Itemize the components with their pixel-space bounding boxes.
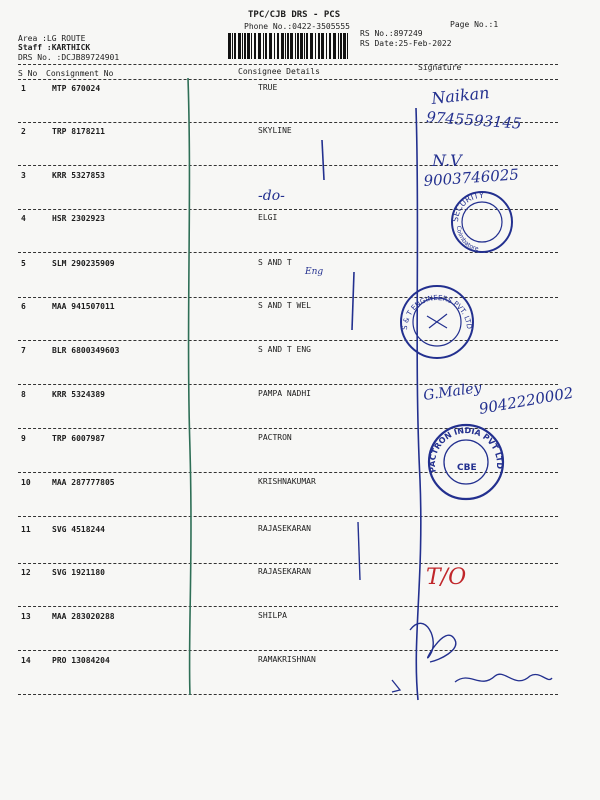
- row-consignee: RAJASEKARAN: [258, 567, 311, 576]
- col-consignment: Consignment No: [46, 69, 114, 78]
- ditto-mark-1: [322, 140, 324, 180]
- row-sno: 3: [21, 171, 26, 180]
- row-consignment-no: BLR 6800349603: [52, 346, 120, 355]
- row-consignee: KRISHNAKUMAR: [258, 477, 316, 486]
- row-consignment-no: SVG 4518244: [52, 525, 105, 534]
- row-consignee: PAMPA NADHI: [258, 389, 311, 398]
- row-consignment-no: SVG 1921180: [52, 568, 105, 577]
- row-sno: 11: [21, 525, 31, 534]
- page-number: Page No.:1: [450, 20, 499, 29]
- row-sno: 4: [21, 214, 26, 223]
- row-consignment-no: TRP 6007987: [52, 434, 105, 443]
- security-stamp: [451, 191, 512, 253]
- row-consignee: S AND T ENG: [258, 345, 311, 354]
- row-consignment-no: TRP 8178211: [52, 127, 105, 136]
- row-consignment-no: MTP 670024: [52, 84, 101, 93]
- row-consignment-no: MAA 287777805: [52, 478, 115, 487]
- row-consignee: RAMAKRISHNAN: [258, 655, 316, 664]
- staff: Staff :KARTHICK: [18, 43, 91, 52]
- row-consignment-no: MAA 283020288: [52, 612, 115, 621]
- row-sno: 2: [21, 127, 26, 136]
- area: Area :LG ROUTE: [18, 34, 86, 43]
- handwriting-name-8: G.Maley: [422, 379, 483, 404]
- row-consignee: ELGI: [258, 213, 278, 222]
- row-consignment-no: KRR 5327853: [52, 171, 105, 180]
- security-stamp-text: SECURITY: [450, 190, 484, 223]
- signature-14: [455, 674, 552, 682]
- handwriting-ditto: -do-: [258, 188, 285, 204]
- row-consignment-no: HSR 2302923: [52, 214, 105, 223]
- s-and-t-stamp: [401, 286, 473, 358]
- row-consignee: SHILPA: [258, 611, 287, 620]
- handwriting-phone-1: 9745593145: [425, 108, 523, 133]
- rs-number: RS No.:897249: [360, 29, 423, 38]
- row-sno: 6: [21, 302, 26, 311]
- phone-number: Phone No.:0422-3505555: [244, 22, 350, 31]
- row-consignment-no: PRO 13084204: [52, 656, 110, 665]
- row-sno: 5: [21, 259, 26, 268]
- row-sno: 7: [21, 346, 26, 355]
- row-consignee: TRUE: [258, 83, 278, 92]
- col-signature: Signature: [418, 63, 462, 72]
- row-consignment-no: SLM 290235909: [52, 259, 115, 268]
- rs-date: RS Date:25-Feb-2022: [360, 39, 452, 48]
- row-consignment-no: MAA 941507011: [52, 302, 115, 311]
- handwriting-name-1: Naikan: [430, 82, 491, 108]
- row-sno: 12: [21, 568, 31, 577]
- pactron-stamp-text: PACTRON INDIA PVT LTD: [427, 426, 505, 474]
- col-consignee: Consignee Details: [238, 67, 320, 76]
- row-consignee: SKYLINE: [258, 126, 292, 135]
- signature-14-mark: [392, 680, 400, 692]
- row-consignee: PACTRON: [258, 433, 292, 442]
- column-margin-stroke: [188, 78, 191, 695]
- row-sno: 10: [21, 478, 31, 487]
- handwriting-phone-2: 9003746025: [423, 165, 520, 190]
- row-consignee: S AND T WEL: [258, 301, 311, 310]
- pactron-stamp: [428, 425, 504, 499]
- row-sno: 9: [21, 434, 26, 443]
- row-consignee: RAJASEKARAN: [258, 524, 311, 533]
- handwriting-phone-8: 9042220002: [477, 383, 575, 418]
- row-consignee: S AND T: [258, 258, 292, 267]
- handwriting-eng: Eng: [305, 267, 324, 277]
- ditto-mark-2: [352, 272, 354, 330]
- doc-title: TPC/CJB DRS - PCS: [248, 10, 341, 20]
- row-sno: 13: [21, 612, 31, 621]
- row-sno: 8: [21, 390, 26, 399]
- handwriting-to: T/O: [426, 565, 467, 590]
- signature-margin-stroke: [416, 108, 421, 700]
- row-sno: 1: [21, 84, 26, 93]
- drs-number: DRS No. :DCJB89724901: [18, 53, 120, 62]
- ditto-mark-3: [358, 522, 360, 580]
- col-sno: S No: [18, 69, 38, 78]
- svg-text:S & T ENGINEERS PVT. LTD.: [401, 294, 473, 330]
- coimbatore-stamp-text: Coimbatore: [454, 225, 480, 253]
- handwriting-name-2: N.V: [432, 151, 462, 170]
- row-sno: 14: [21, 656, 31, 665]
- row-consignment-no: KRR 5324389: [52, 390, 105, 399]
- s-and-t-stamp-text: S & T ENGINEERS PVT. LTD.: [400, 293, 474, 331]
- cbe-stamp-text: CBE: [457, 463, 477, 473]
- svg-text:SECURITY: [451, 191, 484, 222]
